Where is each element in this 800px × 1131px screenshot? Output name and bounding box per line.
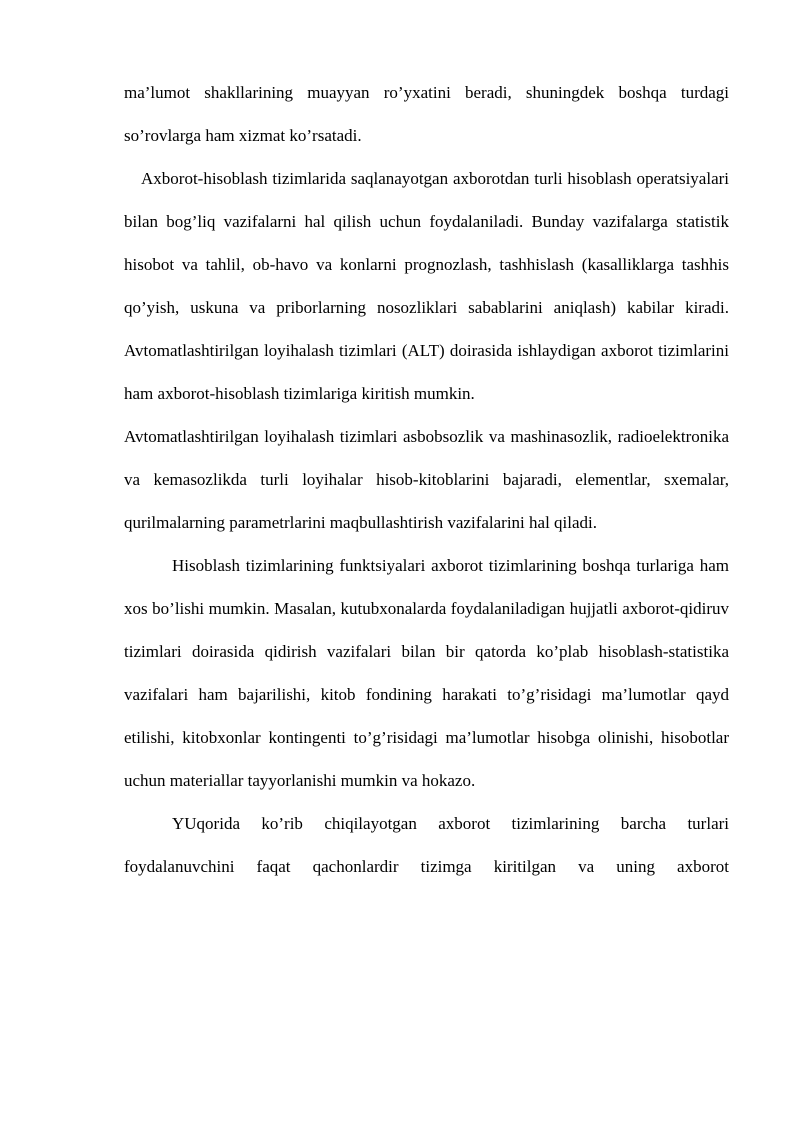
document-body: [124, 71, 729, 888]
paragraph-avtomatlashtirilgan: Avtomatlashtirilgan loyihalash tizimlari asbobsozlik va mashinasozlik, radioelektronika va kemasozlikda turli loyihalar hisob-kitoblarini bajaradi, elementlar, sxemalar, qurilmalarning parametrlarini maqbullashtirish vazifalarini hal qiladi.: [124, 427, 729, 532]
paragraph-axborot-hisoblash: Axborot-hisoblash tizimlarida saqlanayotgan axborotdan turli hisoblash operatsiyalari bilan bog’liq vazifalarni hal qilish uchun foydalaniladi. Bunday vazifalarga statistik hisobot va tahlil, ob-havo va konlarni prognozlash, tashhislash (kasalliklarga tashhis qo’yish, uskuna va priborlarning nosozliklari sabablarini aniqlash) kabilar kiradi. Avtomatlashtirilgan loyihalash tizimlari (ALT) doirasida ishlaydigan axborot tizimlarini ham axborot-hisoblash tizimlariga kiritish mumkin.: [124, 169, 729, 403]
paragraph-continuation: ma’lumot shakllarining muayyan ro’yxatini beradi, shuningdek boshqa turdagi so’rovlarga ham xizmat ko’rsatadi.: [124, 83, 729, 145]
paragraph-hisoblash-funktsiyalari: Hisoblash tizimlarining funktsiyalari axborot tizimlarining boshqa turlariga ham xos bo’lishi mumkin. Masalan, kutubxonalarda foydalaniladigan hujjatli axborot-qidiruv tizimlari doirasida qidirish vazifalari bilan bir qatorda ko’plab hisoblash-statistika vazifalari ham bajarilishi, kitob fondining harakati to’g’risidagi ma’lumotlar qayd etilishi, kitobxonlar kontingenti to’g’risidagi ma’lumotlar hisobga olinishi, hisobotlar uchun materiallar tayyorlanishi mumkin va hokazo.: [124, 556, 729, 790]
paragraph-yuqorida: YUqorida ko’rib chiqilayotgan axborot tizimlarining barcha turlari foydalanuvchini faqat qachonlardir tizimga kiritilgan va uning axborot: [124, 814, 729, 876]
